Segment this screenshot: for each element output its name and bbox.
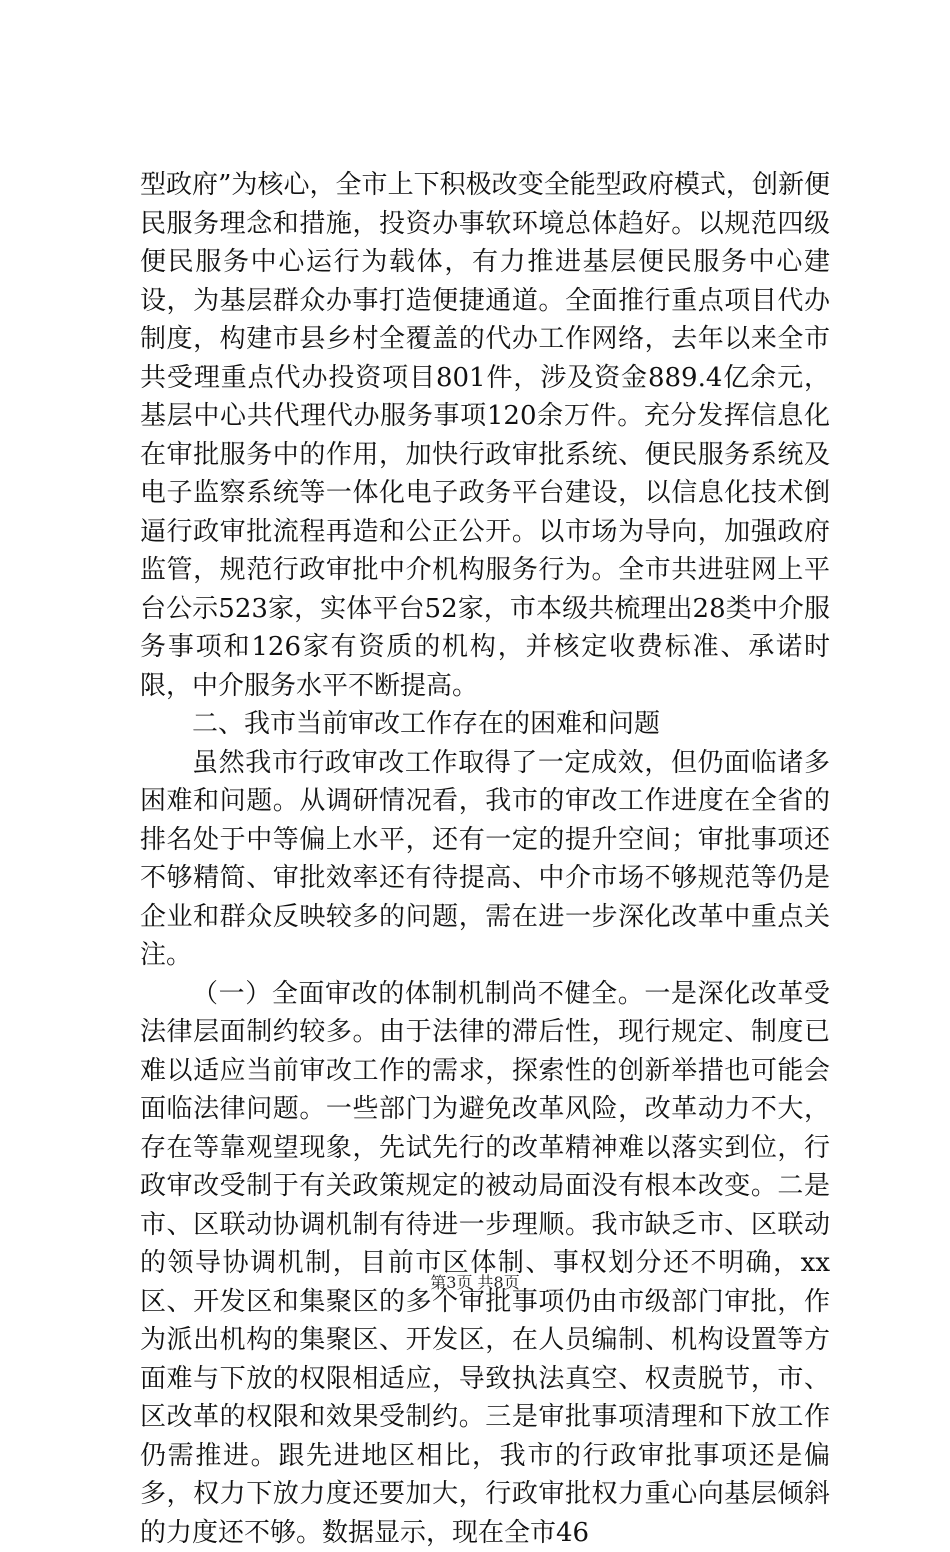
page-number-footer: 第3页 共8页 — [0, 1270, 950, 1293]
section-heading: 二、我市当前审改工作存在的困难和问题 — [140, 705, 830, 744]
document-body — [140, 166, 830, 1552]
paragraph-subsection-1: （一）全面审改的体制机制尚不健全。一是深化改革受法律层面制约较多。由于法律的滞后性，现行规定、制度已难以适应当前审改工作的需求，探索性的创新举措也可能会面临法律问题。一些部门为避免改革风险，改革动力不大，存在等靠观望现象，先试先行的改革精神难以落实到位，行政审改受制于有关政策规定的被动局面没有根本改变。二是市、区联动协调机制有待进一步理顺。我市缺乏市、区联动的领导协调机制，目前市区体制、事权划分还不明确，xx区、开发区和集聚区的多个审批事项仍由市级部门审批，作为派出机构的集聚区、开发区，在人员编制、机构设置等方面难与下放的权限相适应，导致执法真空、权责脱节，市、区改革的权限和效果受制约。三是审批事项清理和下放工作仍需推进。跟先进地区相比，我市的行政审批事项还是偏多，权力下放力度还要加大，行政审批权力重心向基层倾斜的力度还不够。数据显示，现在全市46 — [140, 975, 830, 1552]
paragraph-intro: 虽然我市行政审改工作取得了一定成效，但仍面临诸多困难和问题。从调研情况看，我市的审改工作进度在全省的排名处于中等偏上水平，还有一定的提升空间；审批事项还不够精简、审批效率还有待提高、中介市场不够规范等仍是企业和群众反映较多的问题，需在进一步深化改革中重点关注。 — [140, 744, 830, 975]
paragraph-continuation: 型政府”为核心，全市上下积极改变全能型政府模式，创新便民服务理念和措施，投资办事软环境总体趋好。以规范四级便民服务中心运行为载体，有力推进基层便民服务中心建设，为基层群众办事打造便捷通道。全面推行重点项目代办制度，构建市县乡村全覆盖的代办工作网络，去年以来全市共受理重点代办投资项目801件，涉及资金889.4亿余元，基层中心共代理代办服务事项120余万件。充分发挥信息化在审批服务中的作用，加快行政审批系统、便民服务系统及电子监察系统等一体化电子政务平台建设，以信息化技术倒逼行政审批流程再造和公正公开。以市场为导向，加强政府监管，规范行政审批中介机构服务行为。全市共进驻网上平台公示523家，实体平台52家，市本级共梳理出28类中介服务事项和126家有资质的机构，并核定收费标准、承诺时限，中介服务水平不断提高。 — [140, 166, 830, 705]
